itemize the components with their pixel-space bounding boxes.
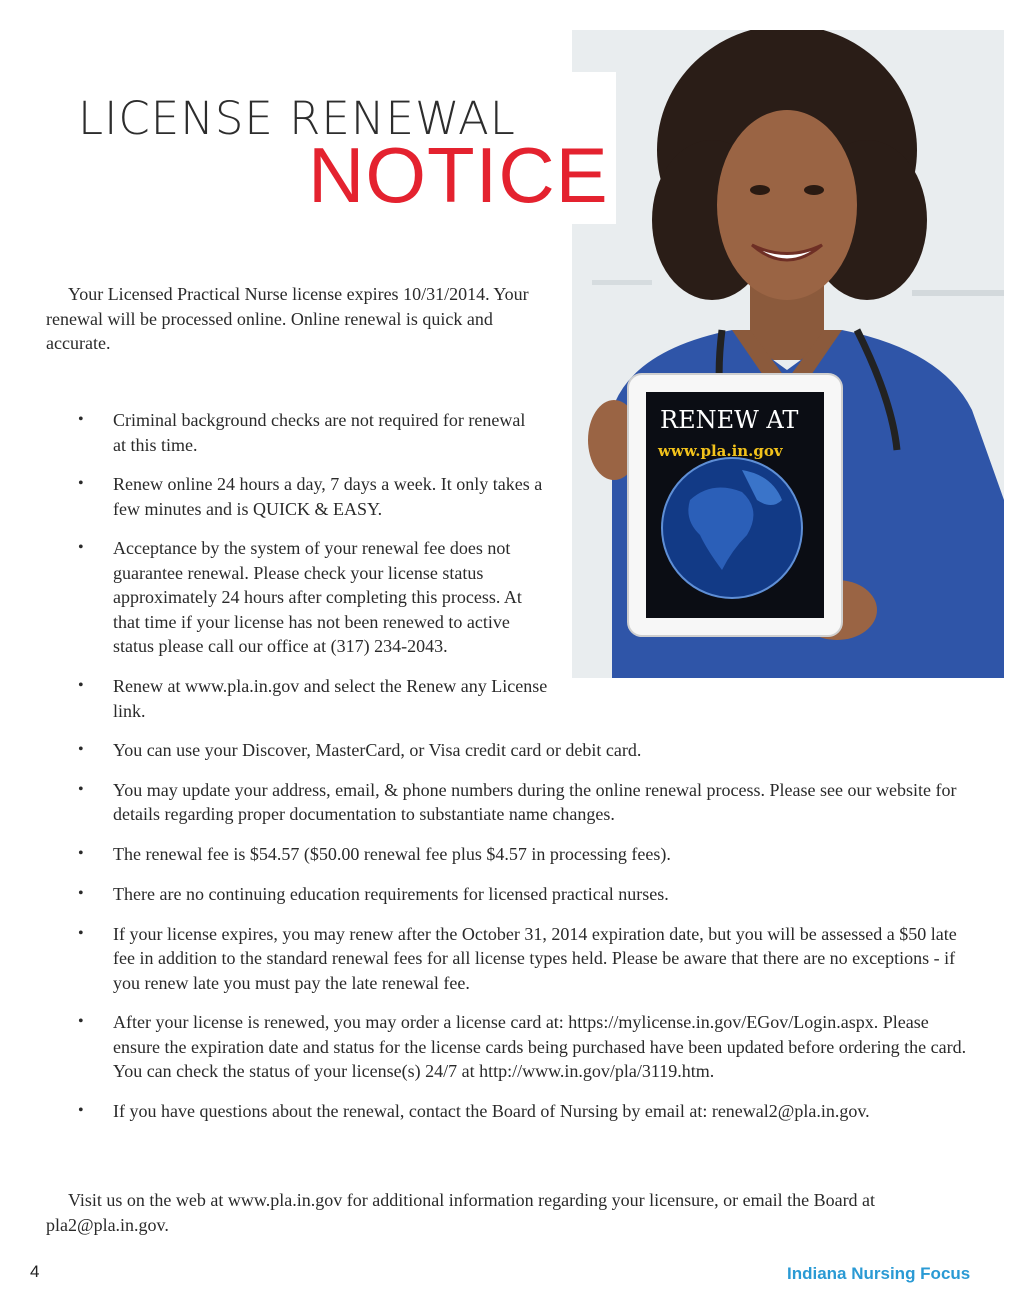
page-title-line1: LICENSE RENEWAL: [78, 92, 516, 145]
page-title-notice: NOTICE: [308, 131, 609, 219]
bullet-icon: •: [78, 741, 84, 759]
list-item-text: If your license expires, you may renew after the October 31, 2014 expiration date, but you will be assessed a $50 late fee in addition to the standard renewal fees for all license types held. Please be aware that there are no exceptions - if you renew late you must pay the late renewal fee.: [113, 923, 957, 993]
bullet-icon: •: [78, 677, 84, 695]
list-item-text: Acceptance by the system of your renewal fee does not guarantee renewal. Please check your license status approximately 24 hours after completing this process. At that time if your license has not been renewed to active status please call our office at (317) 234-2043.: [113, 538, 522, 657]
list-item: [0, 472, 547, 521]
list-item-text: Criminal background checks are not required for renewal at this time.: [113, 410, 526, 455]
intro-text: Your Licensed Practical Nurse license expires 10/31/2014. Your renewal will be processed online. Online renewal is quick and accurate.: [46, 284, 529, 353]
list-item-text: The renewal fee is $54.57 ($50.00 renewal fee plus $4.57 in processing fees).: [113, 844, 671, 865]
bullet-icon: •: [78, 475, 84, 493]
bullet-icon: •: [78, 780, 84, 798]
list-item-text: Renew online 24 hours a day, 7 days a week. It only takes a few minutes and is QUICK & EASY.: [113, 474, 543, 519]
list-item-text: You can use your Discover, MasterCard, or Visa credit card or debit card.: [113, 740, 642, 761]
list-item-text: Renew at www.pla.in.gov and select the Renew any License link.: [113, 676, 548, 721]
publication-name: Indiana Nursing Focus: [787, 1264, 971, 1283]
intro-paragraph: [46, 282, 546, 356]
list-item: [0, 842, 981, 867]
list-item: [0, 778, 959, 827]
tablet-heading: RENEW AT: [660, 406, 799, 434]
bullet-icon: •: [78, 1101, 84, 1119]
list-item: [0, 1099, 981, 1124]
list-item: [0, 408, 529, 457]
bullet-icon: •: [78, 924, 84, 942]
bullet-icon: •: [78, 411, 84, 428]
list-item: [0, 536, 545, 659]
bullet-icon: •: [78, 845, 84, 863]
list-item-text: You may update your address, email, & phone numbers during the online renewal process. Please see our website for details regarding proper documentation to substantiate name changes.: [113, 779, 957, 825]
list-item: [0, 922, 975, 996]
bullet-icon: •: [78, 884, 84, 902]
bullet-icon: •: [78, 539, 84, 557]
list-item: [0, 674, 553, 723]
tablet-url: www.pla.in.gov: [658, 442, 783, 460]
list-item: [0, 882, 981, 907]
closing-paragraph: [46, 1188, 976, 1237]
list-item-text: If you have questions about the renewal, contact the Board of Nursing by email at: renewal2@pla.in.gov.: [113, 1100, 870, 1121]
list-item-text: After your license is renewed, you may order a license card at: https://mylicense.in.gov/EGov/Login.aspx. Please ensure the expiration date and status for the license cards being purchased have been updated before ordering the card. You can check the status of your license(s) 24/7 at http://www.in.gov/pla/3119.htm.: [113, 1012, 967, 1082]
bullet-list: [0, 408, 1024, 1139]
closing-text: Visit us on the web at www.pla.in.gov for additional information regarding your licensure, or email the Board at pla2@pla.in.gov.: [46, 1190, 876, 1235]
list-item-text: There are no continuing education requirements for licensed practical nurses.: [113, 883, 669, 904]
page-number: 4: [30, 1262, 40, 1281]
bullet-icon: •: [78, 1013, 84, 1031]
list-item: [0, 738, 981, 763]
list-item: [0, 1010, 975, 1084]
